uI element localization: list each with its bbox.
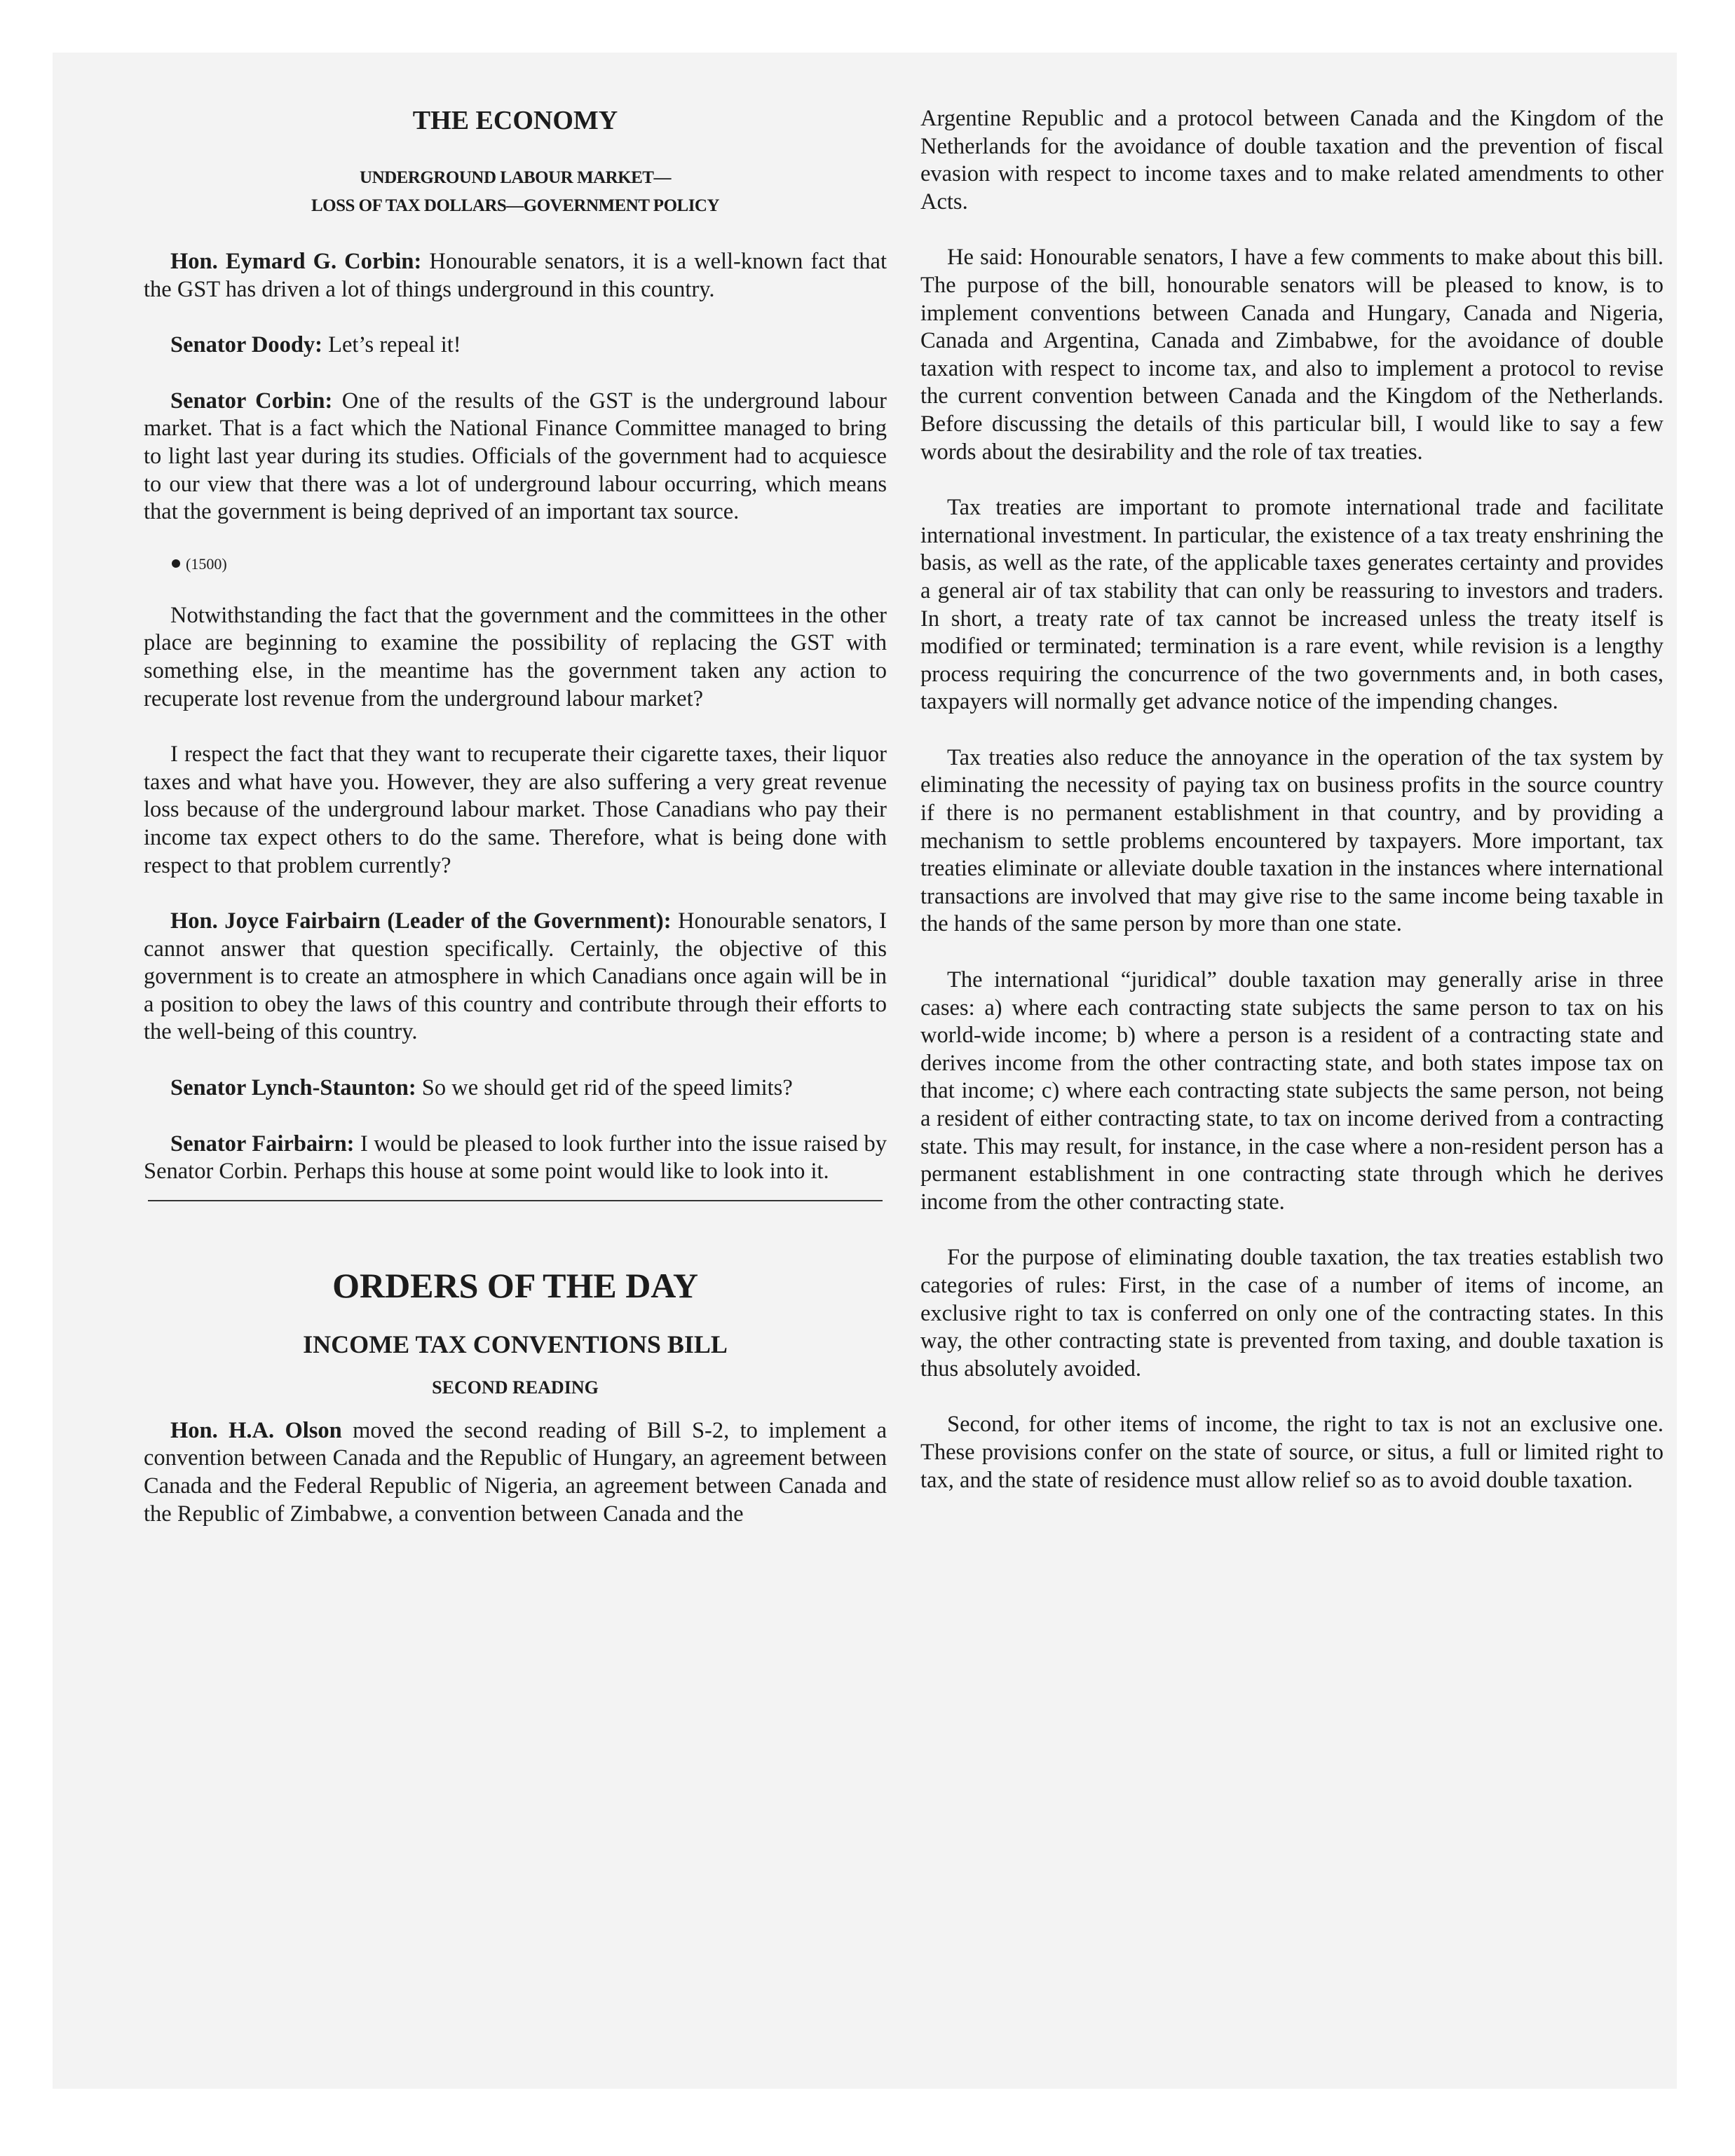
speaker-name: Hon. H.A. Olson xyxy=(170,1417,342,1443)
paragraph: He said: Honourable senators, I have a few comments to make about this bill. The purpose of the bill, honourable senators will be pleased to know, is to implement conventions between Canada and Hungary, Canada and Nigeria, Canada and Argentina, Canada and Zimbabwe, for the avoidance of double taxation with respect to income tax, and also to implement a protocol to revise the current convention between Canada and the Kingdom of the Netherlands. Before discussing the details of this particular bill, I would like to say a few words about the desirability and the role of tax treaties. xyxy=(920,245,1663,465)
paragraph xyxy=(144,602,887,713)
page xyxy=(53,53,1677,2089)
bullet-icon xyxy=(172,559,180,568)
paragraph: Tax treaties also reduce the annoyance in the operation of the tax system by eliminating the necessity of paying tax on business profits in the source country if there is no permanent establishment in that country, and by providing a mechanism to settle problems encountered by taxpayers. More important, tax treaties eliminate or alleviate double taxation in the instances where international transactions are involved that may give rise to the same income being taxable in the hands of the same person by more than one state. xyxy=(920,744,1663,937)
subheading xyxy=(144,164,887,220)
paragraph-text: Let’s repeal it! xyxy=(322,332,461,358)
right-column xyxy=(920,105,1663,1522)
paragraph xyxy=(144,741,887,880)
speaker-name: Hon. Joyce Fairbairn (Leader of the Government): xyxy=(170,908,672,934)
paragraph xyxy=(144,248,887,303)
paragraph: For the purpose of eliminating double taxation, the tax treaties establish two categories of rules: First, in the case of a number of items of income, an exclusive right to tax is conferred on only one of the contracting states. In this way, the other contracting state is prevented from taxing, and double taxation is thus absolutely avoided. xyxy=(920,1245,1663,1381)
paragraph: Argentine Republic and a protocol between Canada and the Kingdom of the Netherlands for the avoidance of double taxation and the prevention of fiscal evasion with respect to income taxes and to make related amendments to other Acts. xyxy=(920,106,1663,214)
speaker-name: Senator Corbin: xyxy=(170,388,333,414)
subheading-line-2: LOSS OF TAX DOLLARS—GOVERNMENT POLICY xyxy=(311,196,720,215)
paragraph-text: Honourable senators, it is a well-known fact that the GST has driven a lot of things underground in this country. xyxy=(144,249,887,302)
paragraph xyxy=(144,332,887,360)
reading-heading: SECOND READING xyxy=(432,1377,599,1398)
paragraph-text: So we should get rid of the speed limits? xyxy=(416,1075,793,1101)
paragraph: Tax treaties are important to promote international trade and facilitate international investment. In particular, the existence of a tax treaty enshrining the basis, as well as the rate, of the applicable taxes generates certainty and provides a general air of tax stability that can only be reassuring to investors and traders. In short, a treaty rate of tax cannot be increased unless the treaty itself is modified or terminated; termination is a rare event, while revision is a lengthy process requiring the concurrence of the two governments and, in both cases, taxpayers will normally get advance notice of the impending changes. xyxy=(920,495,1663,715)
left-column xyxy=(144,105,887,1556)
paragraph-text: moved the second reading of Bill S-2, to implement a convention between Canada and the Republic of Hungary, an agreement between Canada and the Federal Republic of Nigeria, an agreement between Canada and the Republic of Zimbabwe, a convention between Canada and the xyxy=(144,1417,887,1527)
subheading-line-1: UNDERGROUND LABOUR MARKET— xyxy=(360,168,671,187)
paragraph-text: I respect the fact that they want to recuperate their cigarette taxes, their liquor taxes and what have you. However, they are also suffering a very great revenue loss because of the underground labour market. Those Canadians who pay their income tax expect others to do the same. Therefore, what is being done with respect to that problem currently? xyxy=(144,742,887,878)
section-heading: THE ECONOMY xyxy=(412,106,618,135)
time-marker xyxy=(172,550,887,578)
bill-heading: INCOME TAX CONVENTIONS BILL xyxy=(303,1330,728,1358)
section-divider xyxy=(148,1200,883,1201)
paragraph-text: Notwithstanding the fact that the government and the committees in the other place are beginning to examine the possibility of replacing the GST with something else, in the meantime has the government taken any action to recuperate lost revenue from the underground labour market? xyxy=(144,602,887,711)
speaker-name: Hon. Eymard G. Corbin: xyxy=(170,249,422,274)
time-marker-text: (1500) xyxy=(186,554,227,573)
paragraph-text: I would be pleased to look further into the issue raised by Senator Corbin. Perhaps this house at some point would like to look into it. xyxy=(144,1131,887,1185)
paragraph xyxy=(144,1131,887,1186)
paragraph: Second, for other items of income, the right to tax is not an exclusive one. These provisions confer on the state of source, or situs, a full or limited right to tax, and the state of residence must allow relief so as to avoid double taxation. xyxy=(920,1412,1663,1493)
speaker-name: Senator Lynch-Staunton: xyxy=(170,1075,416,1101)
paragraph-text: Honourable senators, I cannot answer that question specifically. Certainly, the objective of this government is to create an atmosphere in which Canadians once again will be in a position to obey the laws of this country and contribute through their efforts to the well-being of this country. xyxy=(144,908,887,1045)
paragraph-text: One of the results of the GST is the underground labour market. That is a fact which the National Finance Committee managed to bring to light last year during its studies. Officials of the government had to acquiesce to our view that there was a lot of underground labour occurring, which means that the government is being deprived of an important tax source. xyxy=(144,388,887,525)
paragraph xyxy=(144,1417,887,1528)
orders-heading: ORDERS OF THE DAY xyxy=(332,1265,698,1305)
paragraph: The international “juridical” double taxation may generally arise in three cases: a) where each contracting state subjects the same person to tax on his world-wide income; b) where a person is a resident of a contracting state and derives income from the other contracting state, and both states impose tax on that income; c) where each contracting state subjects the same person, not being a resident of either contracting state, to tax on income derived from a contracting state. This may result, for instance, in the case where a non-resident person has a permanent establishment in one contracting state through which he derives income from the other contracting state. xyxy=(920,967,1663,1215)
speaker-name: Senator Doody: xyxy=(170,332,322,358)
speaker-name: Senator Fairbairn: xyxy=(170,1131,355,1157)
paragraph xyxy=(144,908,887,1046)
paragraph xyxy=(144,1074,887,1103)
paragraph xyxy=(144,388,887,526)
